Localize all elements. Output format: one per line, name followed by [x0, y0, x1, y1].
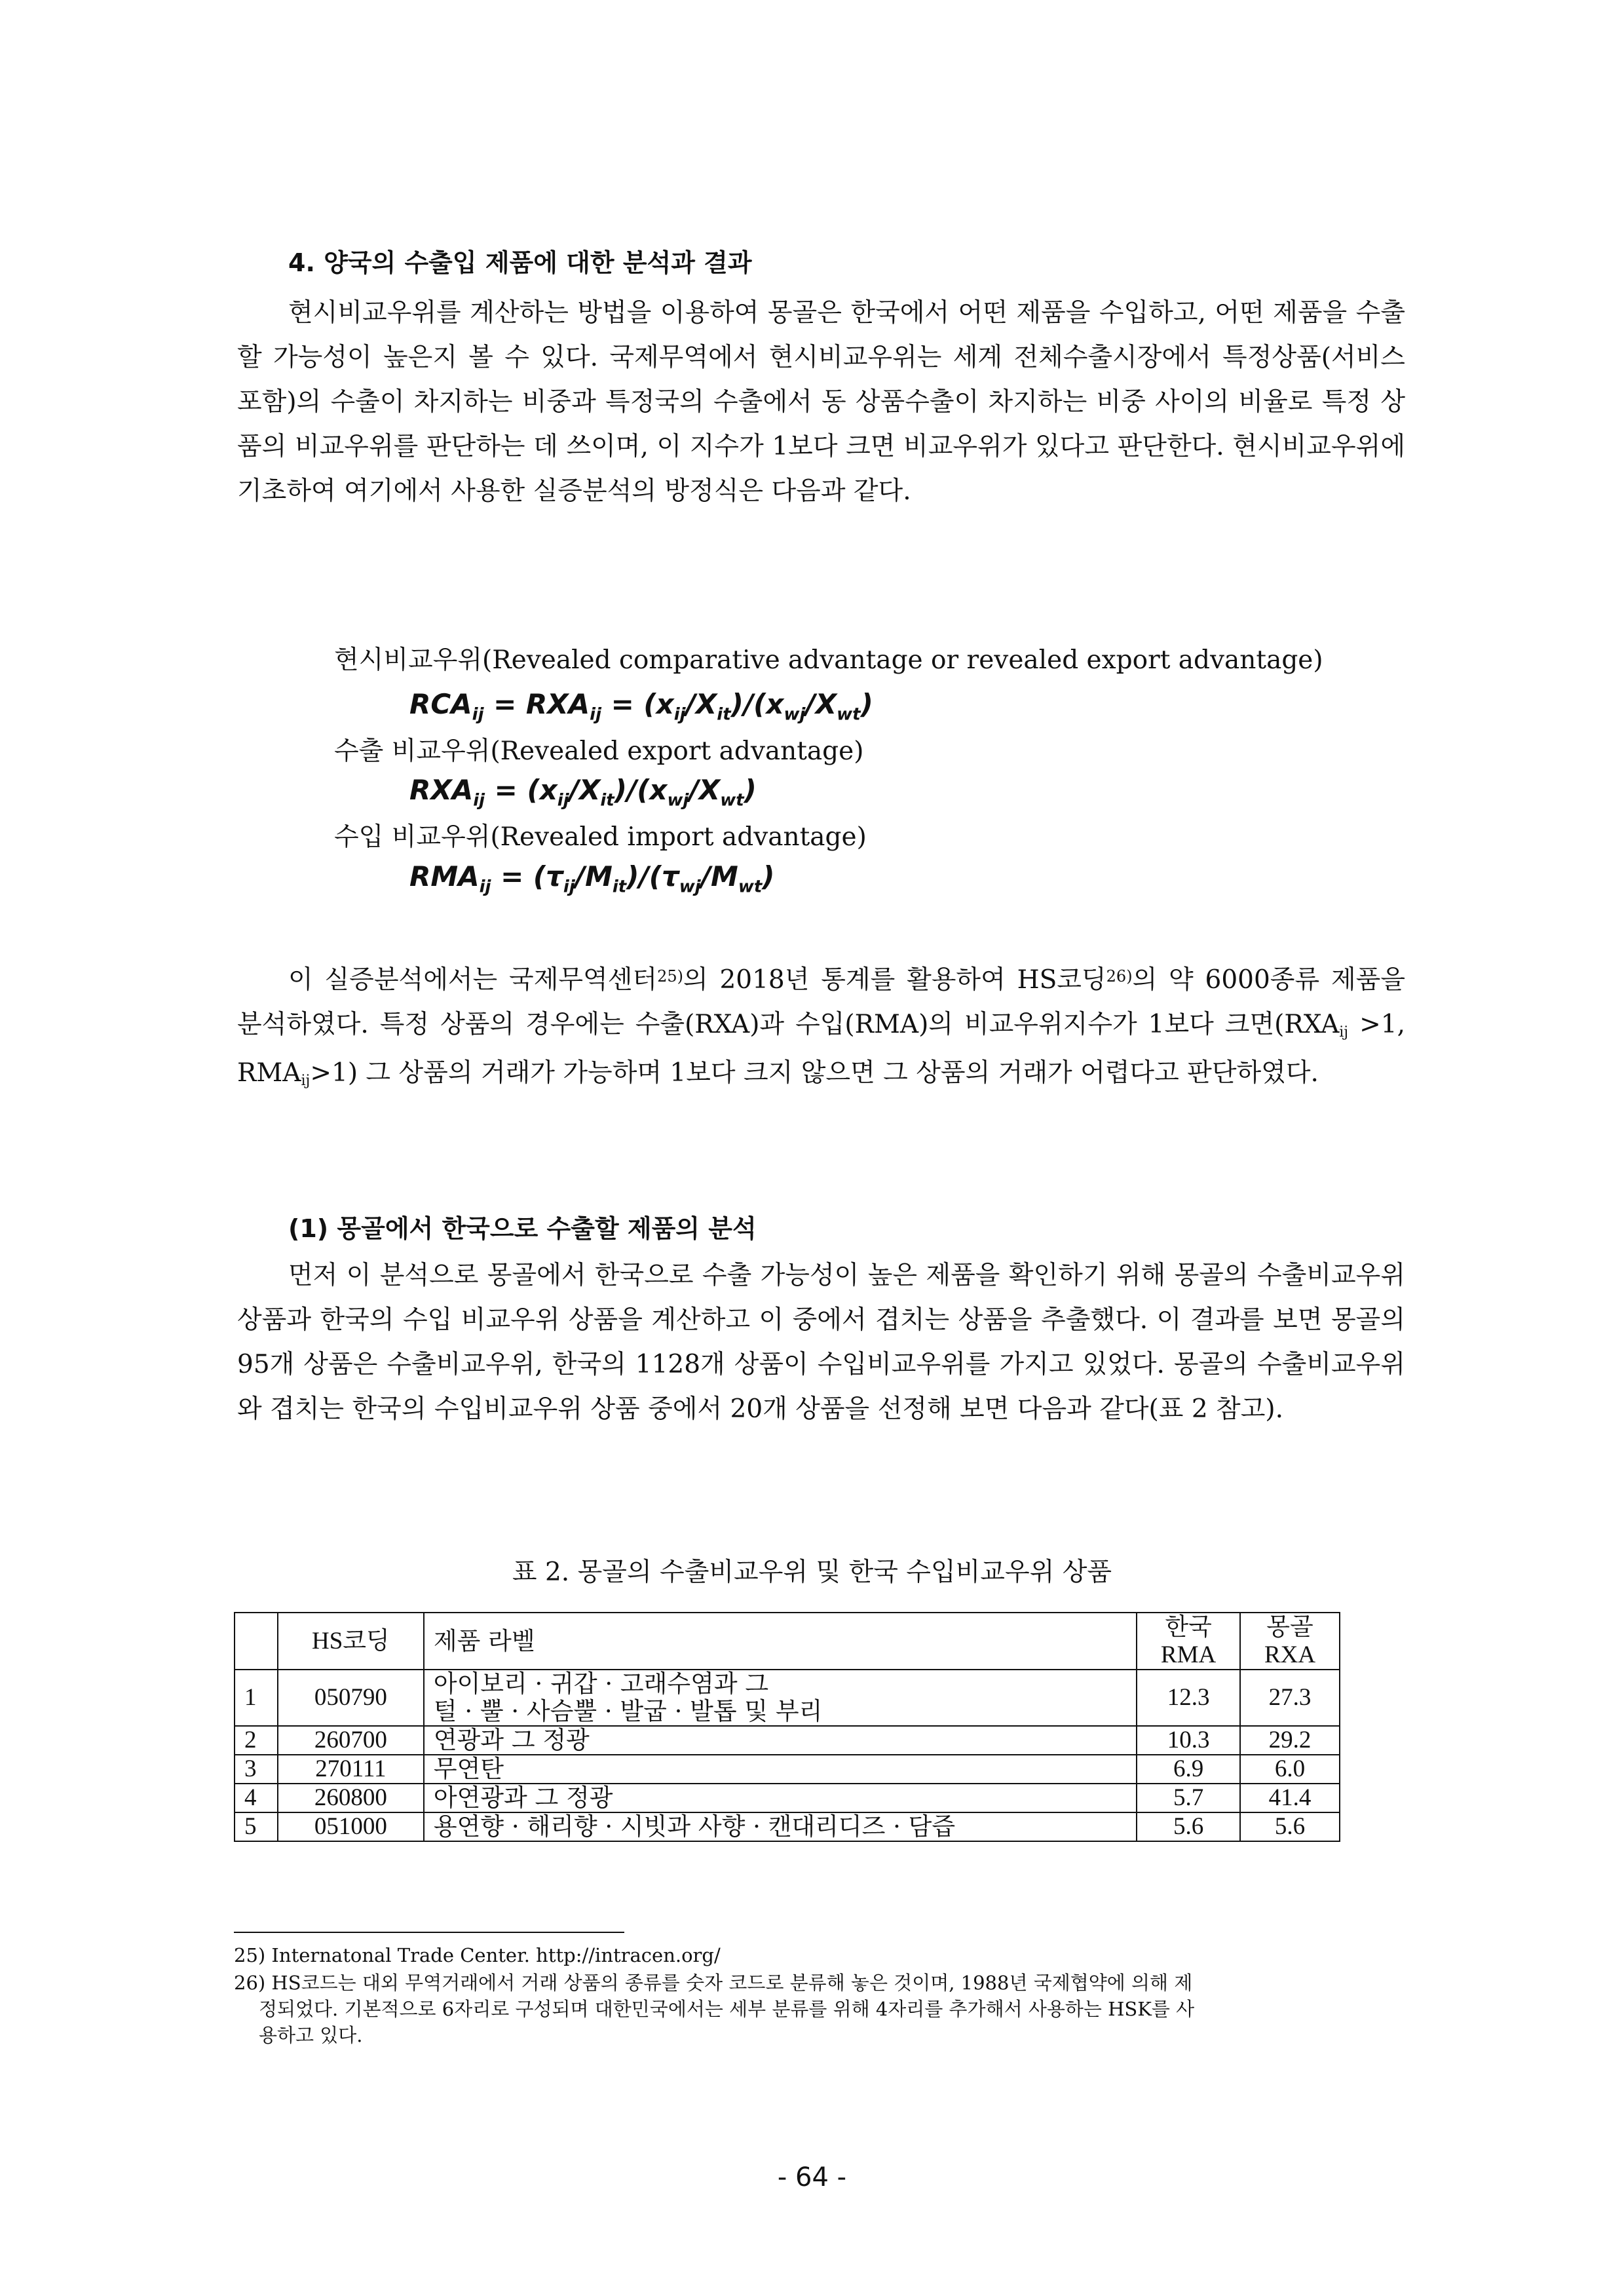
footnote-26-line-1: 26) HS코드는 대외 무역거래에서 거래 상품의 종류를 숫자 코드로 분류해 놓은 것이며, 1988년 국제협약에 의해 제 [234, 1972, 1193, 1994]
footnote-ref-26[interactable]: 26) [1106, 967, 1133, 985]
rma-cell: 6.9 [1137, 1755, 1240, 1784]
product-label-cell: 연광과 그 정광 [424, 1726, 1137, 1755]
product-label-cell: 무연탄 [424, 1755, 1137, 1784]
method-text: 이 실증분석에서는 국제무역센터$^{25)}$의 2018년 통계를 활용하여 HS코딩$^{26)}$의 약 6000종류 제품을 분석하였다. 특정 상품의 경우에는 수출(RXA)과 수입(RMA)의 비교우위지수가 1보다 크면(RXAij >1, RMAij>1) 그 상품의 거래가 가능하며 1보다 크지 않으면 그 상품의 거래가 어렵다고 판단하였다. [237, 965, 1405, 1089]
header-mongolia-rxa: 몽골 RXA [1240, 1613, 1340, 1670]
section-title: 4. 양국의 수출입 제품에 대한 분석과 결과 [288, 248, 752, 277]
table-row [235, 1670, 1340, 1726]
table-row [235, 1812, 1340, 1841]
footnote-divider [234, 1932, 624, 1933]
analysis-text: 먼저 이 분석으로 몽골에서 한국으로 수출 가능성이 높은 제품을 확인하기 위해 몽골의 수출비교우위 상품과 한국의 수입 비교우위 상품을 계산하고 이 중에서 겹치는 상품을 추출했다. 이 결과를 보면 몽골의 95개 상품은 수출비교우위, 한국의 1128개 상품이 수입비교우위를 가지고 있었다. 몽골의 수출비교우위와 겹치는 한국의 수입비교우위 상품 중에서 20개 상품을 선정해 보면 다음과 같다(표 2 참고). [237, 1261, 1405, 1424]
rxa-cell: 29.2 [1240, 1726, 1340, 1755]
header-product-label: 제품 라벨 [424, 1613, 1137, 1670]
rxa-cell: 41.4 [1240, 1784, 1340, 1812]
header-korea-rma: 한국 RMA [1137, 1613, 1240, 1670]
footnote-ref-25[interactable]: 25) [657, 967, 683, 985]
hs-code-cell: 050790 [278, 1670, 424, 1726]
page-number: - 64 - [777, 2162, 847, 2192]
rxa-equation: $RXA_{ij} = (x_{ij}/X_{it})/(x_{wj}/X_{wt})$ [409, 774, 757, 811]
row-index: 1 [235, 1670, 278, 1726]
rma-cell: 5.7 [1137, 1784, 1240, 1812]
hs-code-cell: 051000 [278, 1812, 424, 1841]
rxa-cell: 5.6 [1240, 1812, 1340, 1841]
analysis-paragraph [237, 1253, 1405, 1432]
row-index: 3 [235, 1755, 278, 1784]
product-label-cell: 아이보리 · 귀갑 · 고래수염과 그 털 · 뿔 · 사슴뿔 · 발굽 · 발톱 및 부리 [424, 1670, 1137, 1726]
hs-code-cell: 260700 [278, 1726, 424, 1755]
rma-cell: 12.3 [1137, 1670, 1240, 1726]
footnote-25-text[interactable]: 25) Internatonal Trade Center. http://intracen.org/ [234, 1944, 721, 1966]
table-row [235, 1755, 1340, 1784]
table-row [235, 1784, 1340, 1812]
product-label-cell: 아연광과 그 정광 [424, 1784, 1137, 1812]
product-label-cell: 용연향 · 해리향 · 시빗과 사향 · 캔대리디즈 · 담즙 [424, 1812, 1137, 1841]
header-index [235, 1613, 278, 1670]
hs-code-cell: 260800 [278, 1784, 424, 1812]
row-index: 2 [235, 1726, 278, 1755]
table-row [235, 1726, 1340, 1755]
subsection-title: (1) 몽골에서 한국으로 수출할 제품의 분석 [288, 1214, 757, 1243]
method-paragraph [237, 958, 1405, 1100]
rca-equation: $RCA_{ij} = RXA_{ij} = (x_{ij}/X_{it})/(x_{wj}/X_{wt})$ [409, 688, 873, 725]
rma-equation: $RMA_{ij} = (\tau_{ij}/M_{it})/(\tau_{wj}/M_{wt})$ [409, 860, 775, 897]
rca-definition: 현시비교우위(Revealed comparative advantage or revealed export advantage) [334, 645, 1323, 675]
rma-cell: 10.3 [1137, 1726, 1240, 1755]
comparative-advantage-table [234, 1612, 1340, 1842]
row-index: 5 [235, 1812, 278, 1841]
rxa-cell: 27.3 [1240, 1670, 1340, 1726]
intro-text: 현시비교우위를 계산하는 방법을 이용하여 몽골은 한국에서 어떤 제품을 수입하고, 어떤 제품을 수출할 가능성이 높은지 볼 수 있다. 국제무역에서 현시비교우위는 세계 전체수출시장에서 특정상품(서비스 포함)의 수출이 차지하는 비중과 특정국의 수출에서 동 상품수출이 차지하는 비중 사이의 비율로 특정 상품의 비교우위를 판단하는 데 쓰이며, 이 지수가 1보다 크면 비교우위가 있다고 판단한다. 현시비교우위에 기초하여 여기에서 사용한 실증분석의 방정식은 다음과 같다. [237, 298, 1405, 506]
footnote-26 [234, 1970, 1407, 2048]
hs-code-cell: 270111 [278, 1755, 424, 1784]
table-caption: 표 2. 몽골의 수출비교우위 및 한국 수입비교우위 상품 [512, 1558, 1112, 1587]
rxa-definition: 수출 비교우위(Revealed export advantage) [334, 737, 864, 766]
rxa-cell: 6.0 [1240, 1755, 1340, 1784]
header-hs-code: HS코딩 [278, 1613, 424, 1670]
footnote-26-line-3: 용하고 있다. [259, 2024, 363, 2046]
footnote-25 [234, 1942, 1407, 1968]
row-index: 4 [235, 1784, 278, 1812]
intro-paragraph [237, 291, 1405, 514]
footnote-26-line-2: 정되었다. 기본적으로 6자리로 구성되며 대한민국에서는 세부 분류를 위해 4자리를 추가해서 사용하는 HSK를 사 [259, 1998, 1195, 2020]
rma-definition: 수입 비교우위(Revealed import advantage) [334, 822, 867, 852]
rma-cell: 5.6 [1137, 1812, 1240, 1841]
table-header-row [235, 1613, 1340, 1670]
